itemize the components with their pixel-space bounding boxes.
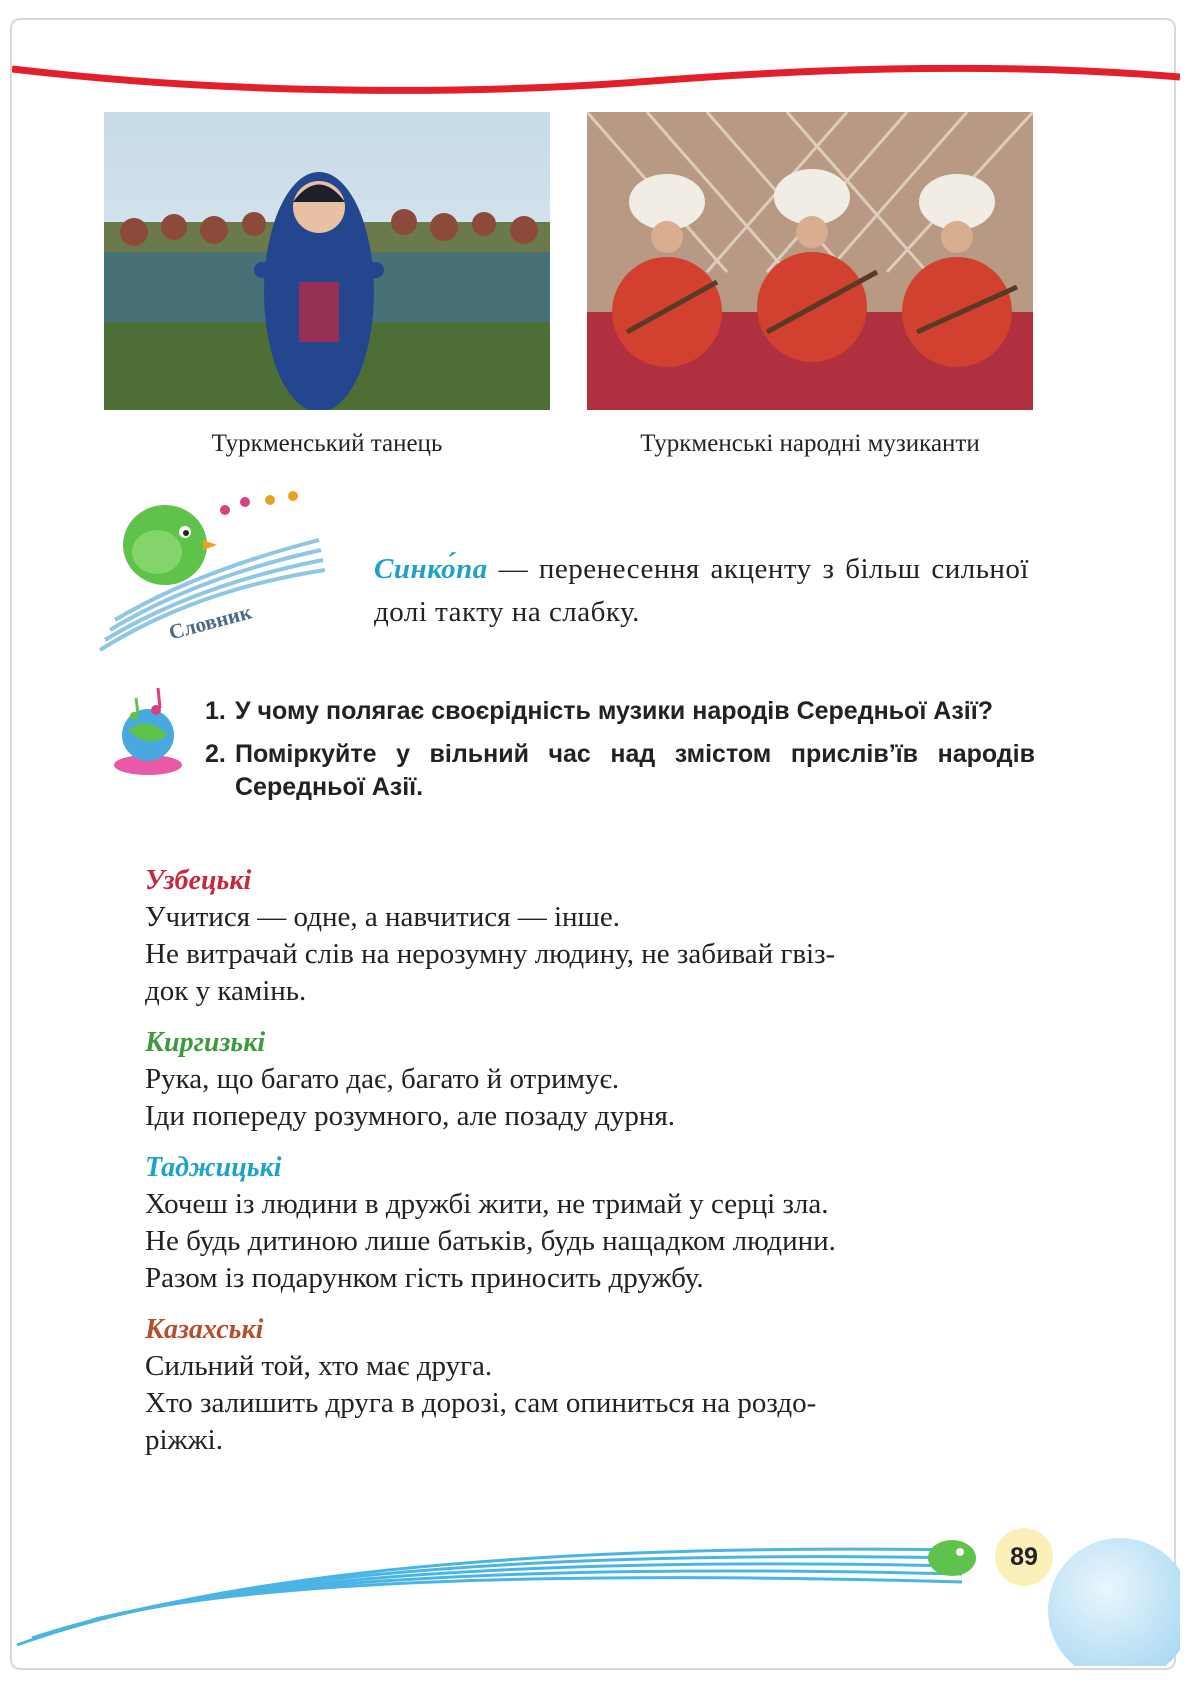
dictionary-definition-text: — перенесення акценту з більш сильної долі такту на слабку. — [374, 553, 1029, 628]
question-text: У чому полягає своєрідність музики народів Середньої Азії? — [235, 697, 994, 725]
proverbs-section — [145, 862, 1030, 1473]
top-wave-decoration — [12, 55, 1180, 95]
question-number: 1. — [205, 697, 226, 725]
proverb-line: ріжжі. — [145, 1424, 223, 1456]
proverb-line: Іди попереду розумного, але позаду дурня. — [145, 1100, 676, 1132]
proverb-group-uzbek — [145, 862, 1030, 1010]
dictionary-bird-icon — [95, 490, 335, 660]
dictionary-definition — [374, 548, 1029, 634]
photo-turkmen-musicians — [587, 112, 1033, 410]
proverb-group-tajik — [145, 1149, 1030, 1297]
proverb-group-title: Киргизькі — [145, 1027, 266, 1058]
caption-dance: Туркменський танець — [211, 430, 443, 457]
photo-turkmen-dance — [104, 112, 550, 410]
proverb-group-kazakh — [145, 1311, 1030, 1459]
proverb-group-kyrgyz — [145, 1024, 1030, 1135]
proverb-group-title: Казахські — [145, 1314, 264, 1345]
caption-musicians: Туркменські народні музиканти — [640, 430, 980, 457]
questions-globe-icon — [108, 680, 188, 780]
question-item — [205, 695, 1035, 728]
question-number: 2. — [205, 740, 226, 768]
proverb-line: Хочеш із людини в дружбі жити, не тримай у серці зла. — [145, 1188, 829, 1220]
questions-list — [205, 695, 1035, 814]
dictionary-label: Словник — [166, 599, 255, 645]
question-text: Поміркуйте у вільний час над змістом прислів’їв народів Середньої Азії. — [235, 740, 1035, 801]
proverb-line: Рука, що багато дає, багато й отримує. — [145, 1063, 620, 1095]
proverb-line: Сильний той, хто має друга. — [145, 1350, 493, 1382]
proverb-line: Учитися — одне, а навчитися — інше. — [145, 901, 620, 933]
proverb-group-title: Узбецькі — [145, 865, 252, 896]
bottom-wave-decoration — [12, 1500, 1180, 1666]
page-number: 89 — [995, 1528, 1053, 1586]
proverb-line: док у камінь. — [145, 975, 307, 1007]
question-item — [205, 738, 1035, 804]
proverb-line: Не витрачай слів на нерозумну людину, не забивай гвіз- — [145, 938, 836, 970]
dictionary-term: Синко́па — [374, 553, 488, 585]
proverb-line: Разом із подарунком гість приносить дружбу. — [145, 1262, 704, 1294]
proverb-line: Не будь дитиною лише батьків, будь нащадком людини. — [145, 1225, 836, 1257]
proverb-group-title: Таджицькі — [145, 1152, 282, 1183]
proverb-line: Хто залишить друга в дорозі, сам опиниться на роздо- — [145, 1387, 817, 1419]
